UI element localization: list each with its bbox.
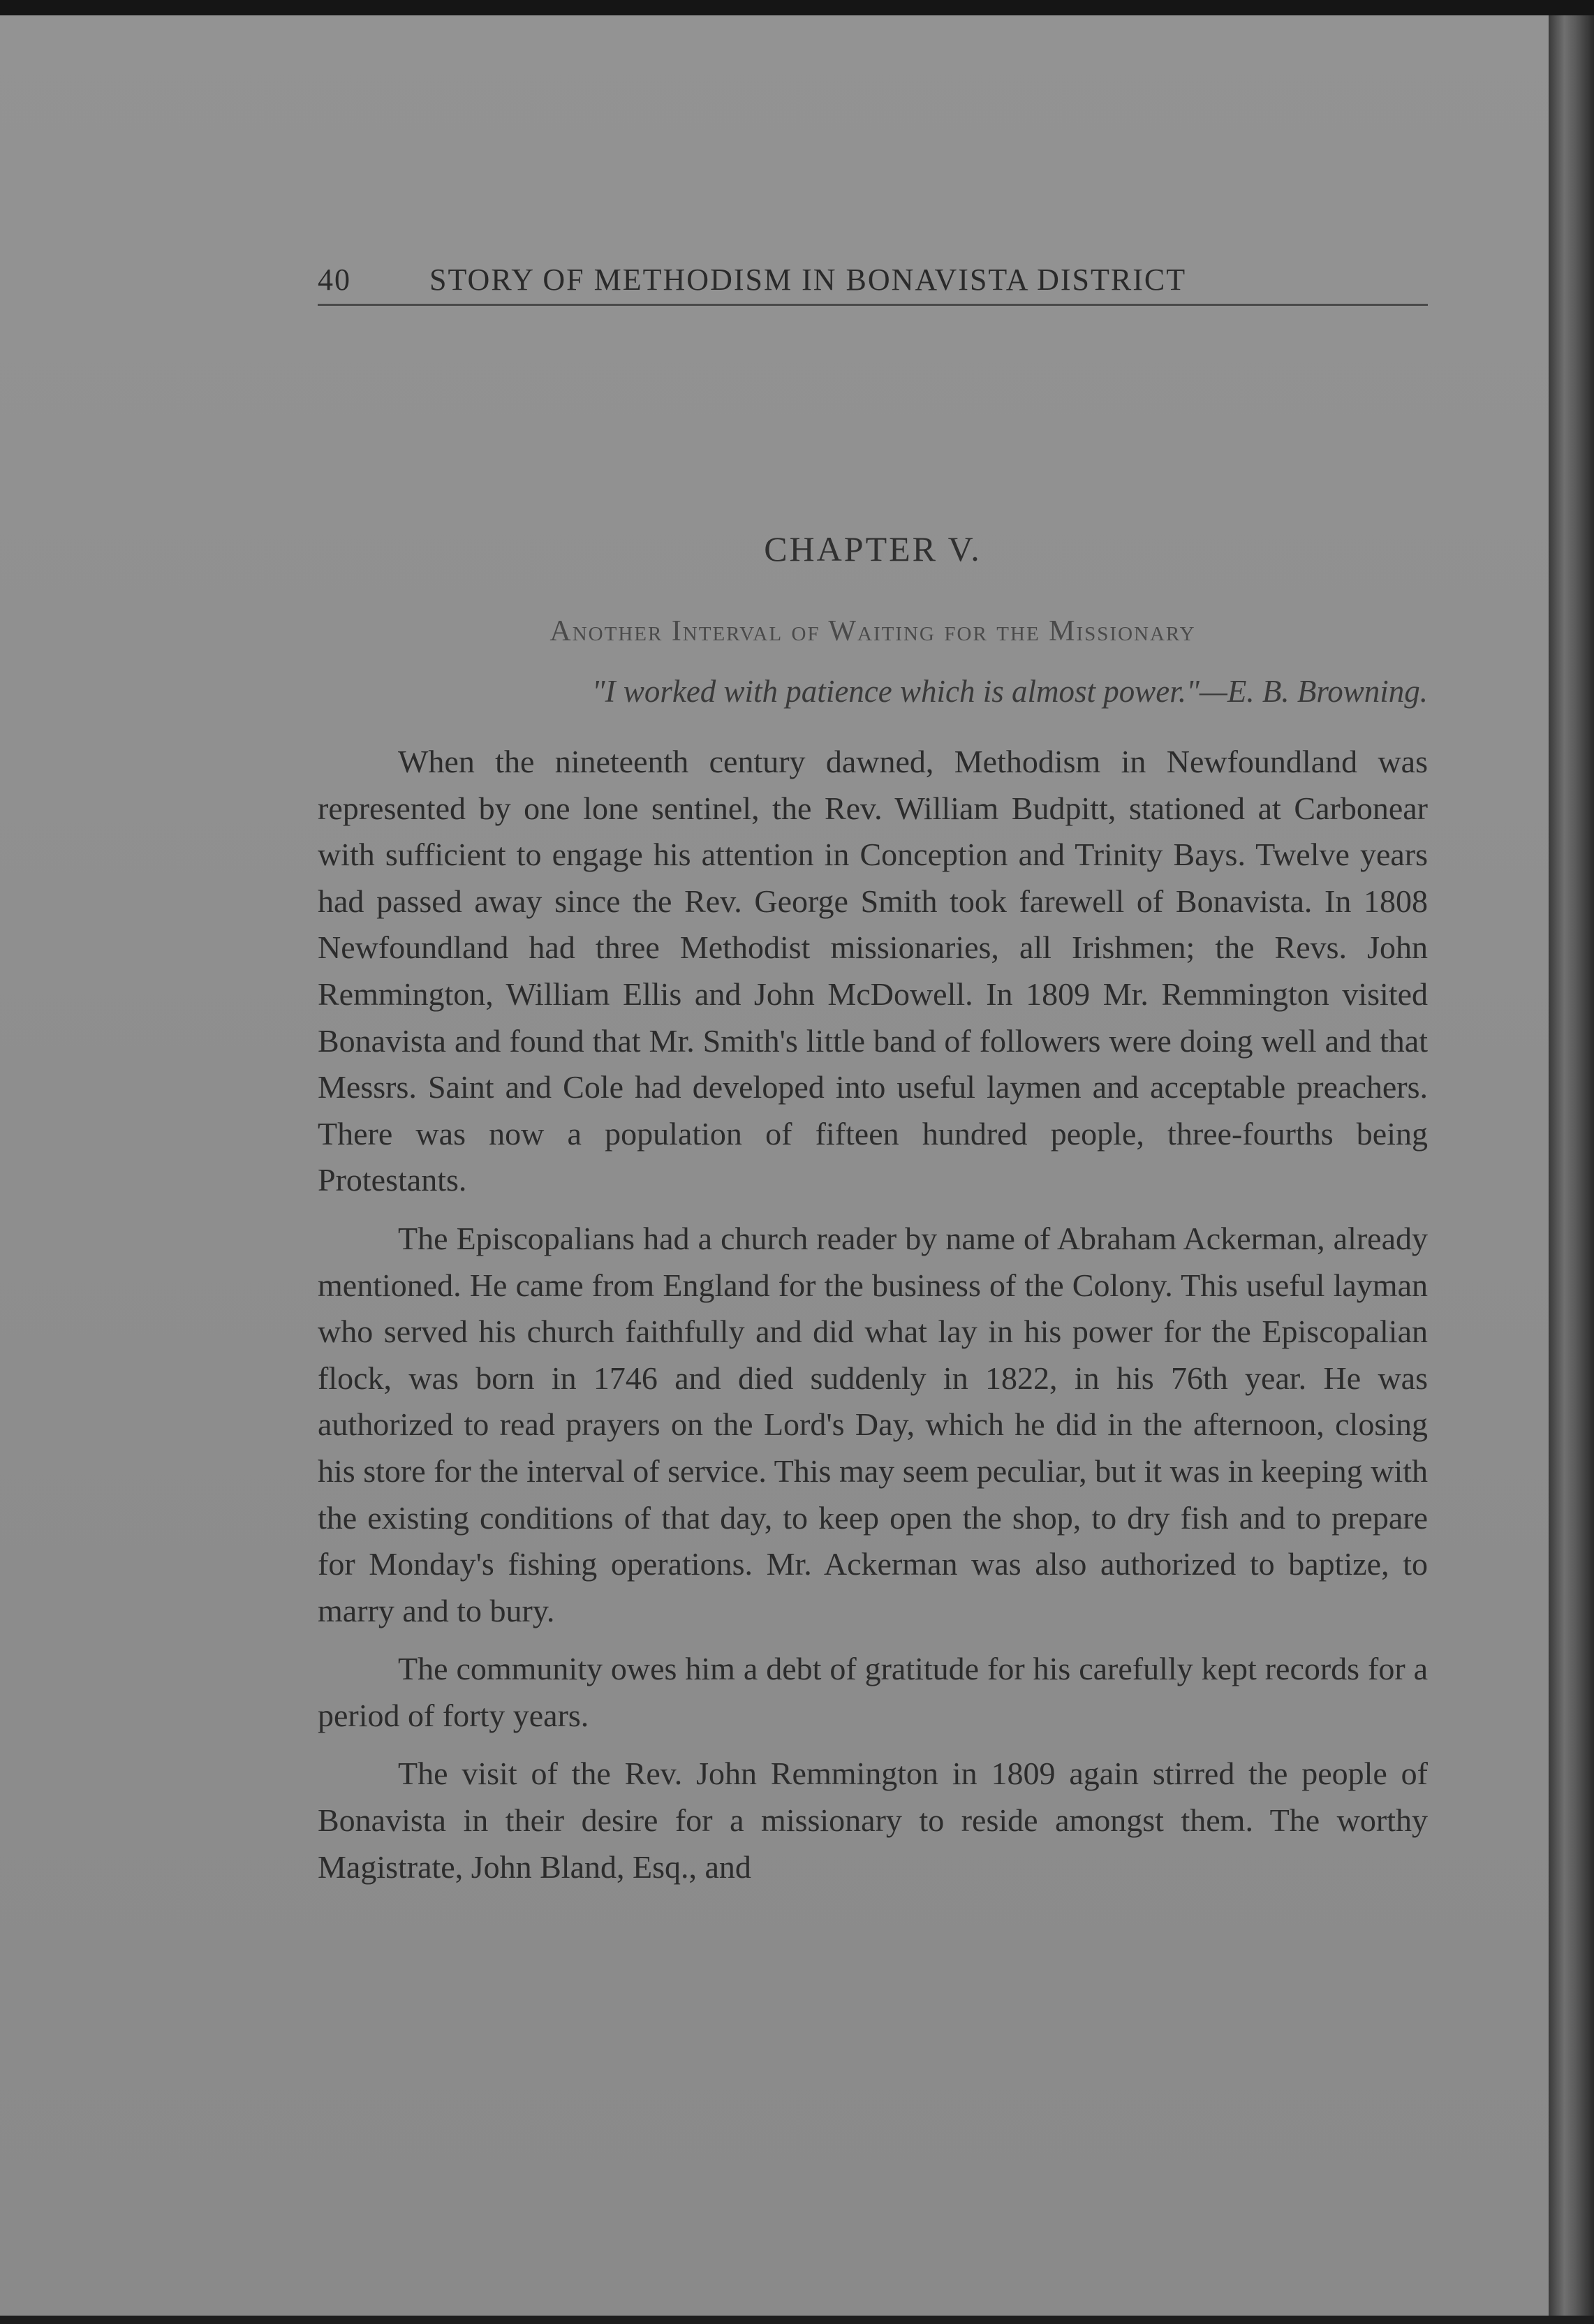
paragraph: When the nineteenth century dawned, Methodism in Newfoundland was represented by one lone sentinel, the Rev. William Budpitt, stationed at Carbonear with sufficient to engage his attention in Conception and Trinity Bays. Twelve years had passed away since the Rev. George Smith took farewell of Bonavista. In 1808 Newfoundland had three Methodist missionaries, all Irishmen; the Revs. John Remmington, William Ellis and John McDowell. In 1809 Mr. Remmington visited Bonavista and found that Mr. Smith's little band of followers were doing well and that Messrs. Saint and Cole had developed into useful laymen and acceptable preachers. There was now a population of fifteen hundred people, three-fourths being Protestants. (318, 744, 1428, 1198)
chapter-subtitle: Another Interval of Waiting for the Missionary (549, 615, 1196, 647)
running-head (318, 249, 1428, 306)
body-text (318, 739, 1428, 1902)
epigraph: "I worked with patience which is almost power."—E. B. Browning. (591, 674, 1428, 709)
paragraph: The Episcopalians had a church reader by name of Abraham Ackerman, already mentioned. He came from England for the business of the Colony. This useful layman who served his church faithfully and did what lay in his power for the Episcopalian flock, was born in 1746 and died suddenly in 1822, in his 76th year. He was authorized to read prayers on the Lord's Day, which he did in the afternoon, closing his store for the interval of service. This may seem peculiar, but it was in keeping with the existing conditions of that day, to keep open the shop, to dry fish and to prepare for Monday's fishing operations. Mr. Ackerman was also authorized to baptize, to marry and to bury. (318, 1220, 1428, 1628)
running-head-title: STORY OF METHODISM IN BONAVISTA DISTRICT (429, 263, 1187, 297)
scan-top-border (0, 0, 1594, 15)
paragraph: The community owes him a debt of gratitude for his carefully kept records for a period of forty years. (318, 1651, 1428, 1733)
chapter-title: CHAPTER V. (764, 529, 982, 568)
book-page (0, 15, 1549, 2316)
book-page-edge (1549, 15, 1594, 2316)
page-number: 40 (318, 263, 351, 297)
paragraph: The visit of the Rev. John Remmington in 1809 again stirred the people of Bonavista in their desire for a missionary to reside amongst them. The worthy Magistrate, John Bland, Esq., and (318, 1756, 1428, 1885)
